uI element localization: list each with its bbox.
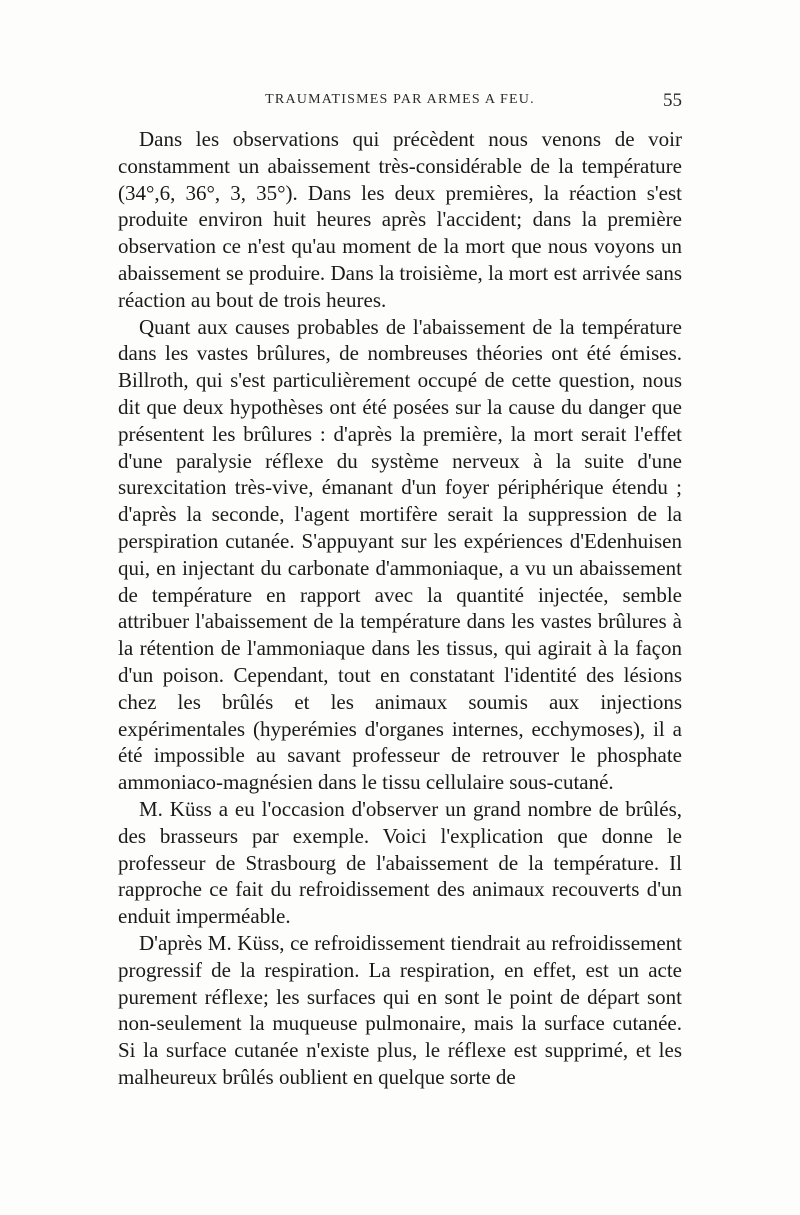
page-number: 55	[663, 90, 682, 111]
running-title: TRAUMATISMES PAR ARMES A FEU.	[265, 92, 535, 107]
body-text	[118, 126, 682, 1091]
paragraph: Quant aux causes probables de l'abaissement de la température dans les vastes brûlures, de nombreuses théories ont été émises. Billroth, qui s'est particulièrement occupé de cette question, nous dit que deux hypothèses ont été posées sur la cause du danger que présentent les brûlures : d'après la première, la mort serait l'effet d'une paralysie réflexe du système nerveux à la suite d'une surexcitation très-vive, émanant d'un foyer périphérique étendu ; d'après la seconde, l'agent mortifère serait la suppression de la perspiration cutanée. S'appuyant sur les expériences d'Edenhuisen qui, en injectant du carbonate d'ammoniaque, a vu un abaissement de température en rapport avec la quantité injectée, semble attribuer l'abaissement de la température dans les vastes brûlures à la rétention de l'ammoniaque dans les tissus, qui agirait à la façon d'un poison. Cependant, tout en constatant l'identité des lésions chez les brûlés et les animaux soumis aux injections expérimentales (hyperémies d'organes internes, ecchymoses), il a été impossible au savant professeur de retrouver le phosphate ammoniaco-magnésien dans le tissu cellulaire sous-cutané.	[118, 314, 682, 795]
paragraph: D'après M. Küss, ce refroidissement tiendrait au refroidissement progressif de la respiration. La respiration, en effet, est un acte purement réflexe; les surfaces qui en sont le point de départ sont non-seulement la muqueuse pulmonaire, mais la surface cutanée. Si la surface cutanée n'existe plus, le réflexe est supprimé, et les malheureux brûlés oublient en quelque sorte de	[118, 930, 682, 1089]
paragraph: M. Küss a eu l'occasion d'observer un grand nombre de brûlés, des brasseurs par exemple. Voici l'explication que donne le professeur de Strasbourg de l'abaissement de la température. Il rapproche ce fait du refroidissement des animaux recouverts d'un enduit imperméable.	[118, 796, 682, 929]
paragraph: Dans les observations qui précèdent nous venons de voir constamment un abaissement très-considérable de la température (34°,6, 36°, 3, 35°). Dans les deux premières, la réaction s'est produite environ huit heures après l'accident; dans la première observation ce n'est qu'au moment de la mort que nous voyons un abaissement se produire. Dans la troisième, la mort est arrivée sans réaction au bout de trois heures.	[118, 127, 682, 312]
running-header	[118, 92, 682, 116]
